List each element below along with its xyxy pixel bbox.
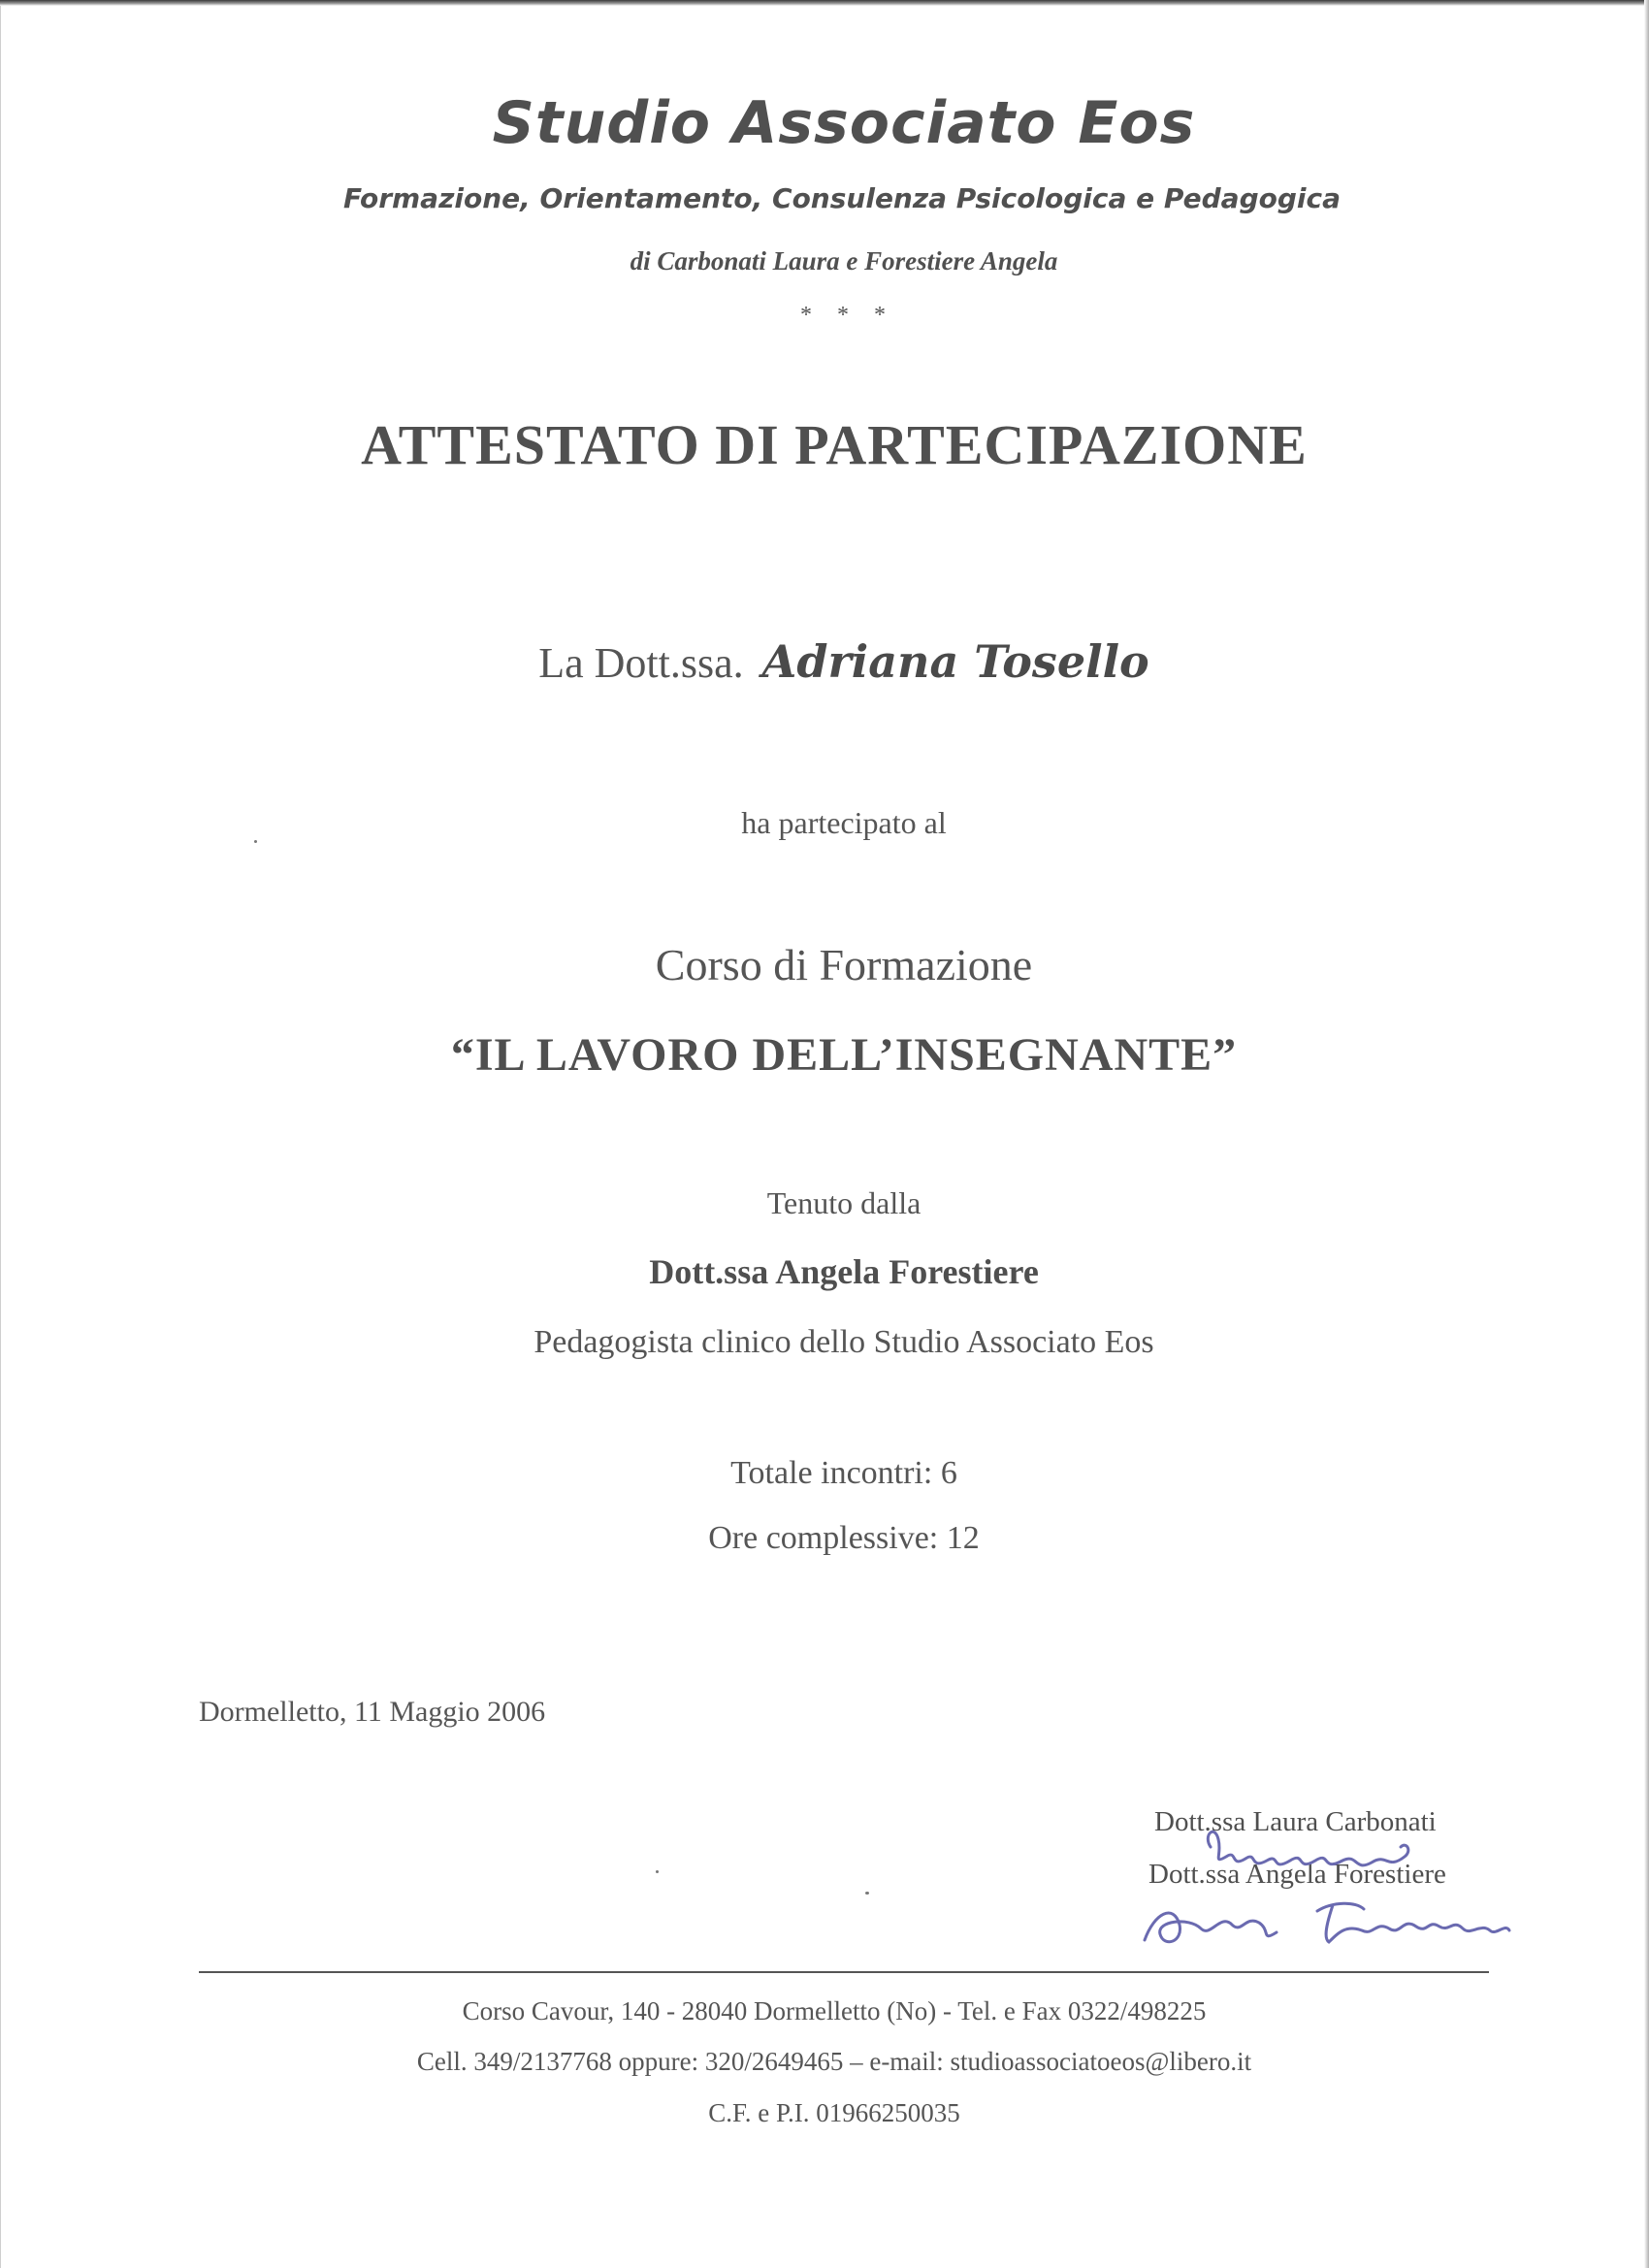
total-hours: Ore complessive: 12	[708, 1520, 980, 1556]
header-separator: * * *	[800, 303, 895, 328]
footer-divider	[199, 1971, 1489, 1973]
total-meetings: Totale incontri: 6	[730, 1455, 957, 1491]
scan-speck	[254, 840, 257, 843]
footer-tax-id: C.F. e P.I. 01966250035	[708, 2098, 960, 2127]
studio-owners: di Carbonati Laura e Forestiere Angela	[630, 246, 1058, 275]
footer-address: Corso Cavour, 140 - 28040 Dormelletto (No) - Tel. e Fax 0322/498225	[462, 1996, 1207, 2025]
teacher-role: Pedagogista clinico dello Studio Associato Eos	[534, 1324, 1154, 1360]
scan-right-edge	[1644, 0, 1649, 2268]
handwritten-signatures	[1125, 1797, 1533, 1971]
footer-contacts: Cell. 349/2137768 oppure: 320/2649465 – e-mail: studioassociatoeos@libero.it	[416, 2047, 1252, 2076]
scan-speck	[865, 1892, 869, 1895]
signer-1-name: Dott.ssa Laura Carbonati	[1154, 1806, 1437, 1837]
recipient-name: Adriana Tosello	[761, 635, 1149, 688]
teacher-name: Dott.ssa Angela Forestiere	[649, 1252, 1039, 1291]
recipient-line	[19, 635, 1649, 688]
studio-subtitle: Formazione, Orientamento, Consulenza Psicologica e Pedagogica	[343, 182, 1341, 214]
signature-forestiere	[1145, 1903, 1509, 1942]
certificate-title: ATTESTATO DI PARTECIPAZIONE	[361, 413, 1308, 476]
signer-2-name: Dott.ssa Angela Forestiere	[1148, 1859, 1446, 1890]
scan-speck	[656, 1870, 659, 1873]
participated-text: ha partecipato al	[741, 805, 947, 840]
course-type: Corso di Formazione	[655, 940, 1033, 989]
place-date: Dormelletto, 11 Maggio 2006	[199, 1696, 546, 1728]
recipient-prefix: La Dott.ssa.	[538, 639, 744, 687]
signature-carbonati	[1208, 1831, 1408, 1865]
studio-name: Studio Associato Eos	[492, 89, 1196, 157]
held-by-text: Tenuto dalla	[766, 1185, 922, 1220]
course-title: “IL LAVORO DELL’INSEGNANTE”	[450, 1029, 1238, 1081]
